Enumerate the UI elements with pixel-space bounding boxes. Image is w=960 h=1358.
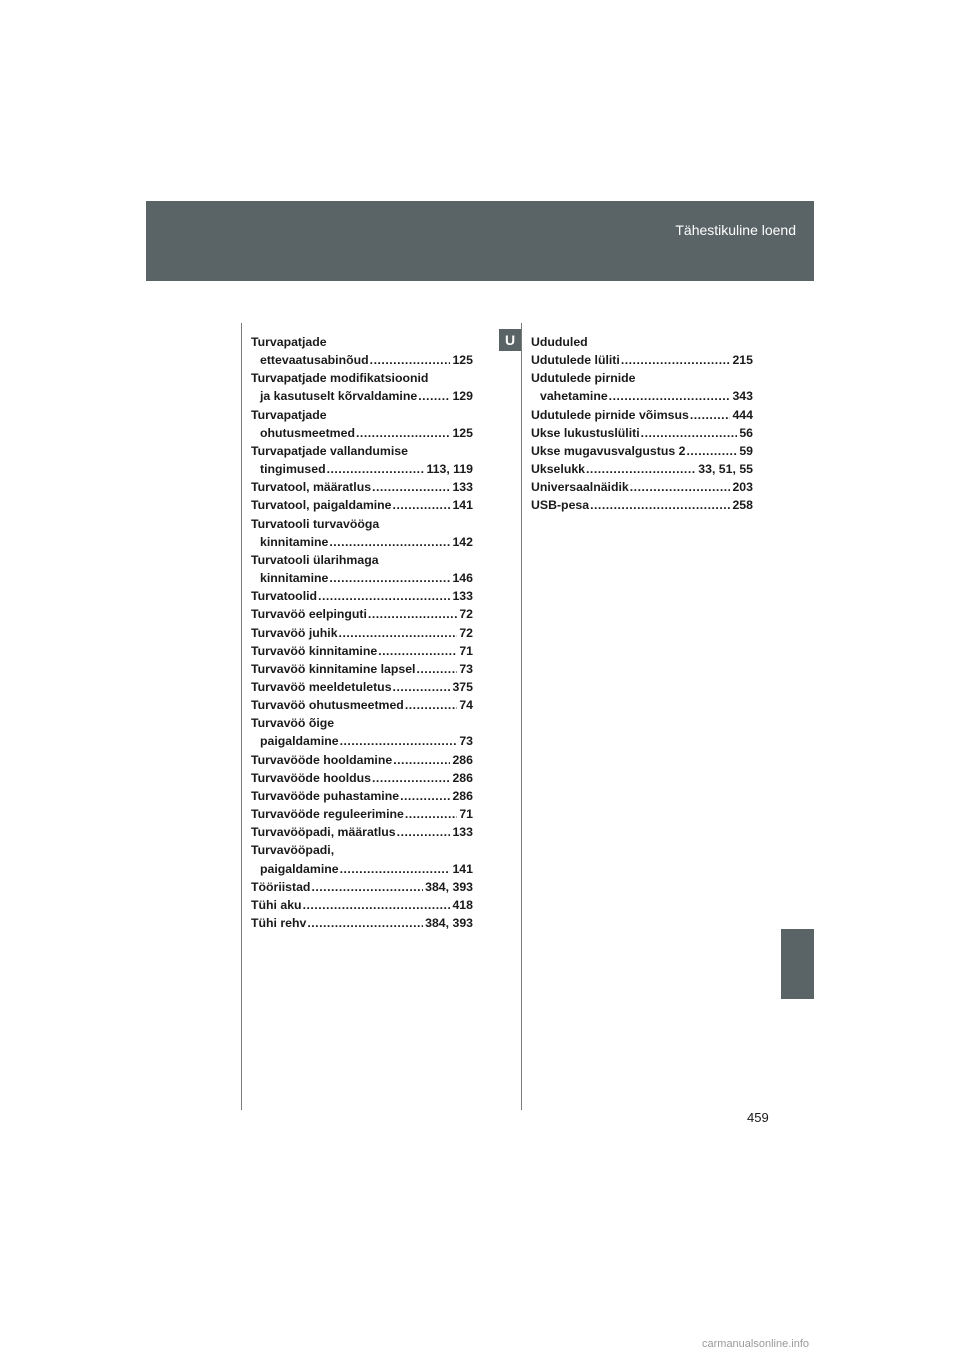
index-entry-text: Turvatoolid bbox=[251, 589, 318, 604]
index-entry-line bbox=[251, 569, 473, 587]
index-entry-page[interactable]: 418 bbox=[452, 897, 473, 912]
index-entry-line bbox=[531, 406, 753, 424]
index-entry bbox=[251, 515, 473, 551]
leader-dots bbox=[416, 660, 457, 678]
index-entry bbox=[251, 841, 473, 877]
leader-dots bbox=[630, 478, 731, 496]
index-entry-text: Turvavöö õige bbox=[251, 716, 335, 731]
index-entry-line bbox=[251, 515, 473, 533]
leader-dots bbox=[418, 387, 450, 405]
leader-dots bbox=[621, 351, 731, 369]
index-entry-page[interactable]: 73 bbox=[459, 734, 473, 749]
index-entry-page[interactable]: 146 bbox=[452, 571, 473, 586]
index-entry-text: Turvavööde puhastamine bbox=[251, 788, 400, 803]
index-entry-text: Turvavööpadi, määratlus bbox=[251, 825, 396, 840]
index-entry-text: Udutulede lüliti bbox=[531, 353, 620, 368]
index-entry-line bbox=[251, 732, 473, 750]
leader-dots bbox=[690, 406, 731, 424]
index-entry bbox=[251, 442, 473, 478]
index-entry-page[interactable]: 129 bbox=[452, 389, 473, 404]
index-entry-text: Turvavöö kinnitamine bbox=[251, 643, 378, 658]
index-entry bbox=[251, 751, 473, 769]
index-entry-text: Ududuled bbox=[531, 335, 588, 349]
index-entry-line bbox=[251, 587, 473, 605]
index-entry-page[interactable]: 286 bbox=[452, 752, 473, 767]
index-entry-line bbox=[531, 387, 753, 405]
index-entry-line bbox=[251, 642, 473, 660]
index-entry-page[interactable]: 141 bbox=[452, 498, 473, 513]
index-entry-text: Turvapatjade bbox=[251, 407, 327, 422]
index-entry-text: paigaldamine bbox=[260, 861, 339, 876]
index-entry-text: Udutulede pirnide võimsus bbox=[531, 407, 689, 422]
index-entry-text: Turvatooli ülarihmaga bbox=[251, 552, 379, 567]
index-entry-text: Tööriistad bbox=[251, 879, 311, 894]
index-entry-text: Ukselukk bbox=[531, 462, 586, 477]
index-entry bbox=[251, 642, 473, 660]
index-entry-line bbox=[251, 442, 473, 460]
index-entry-page[interactable]: 113, 119 bbox=[426, 462, 473, 477]
index-entry bbox=[251, 478, 473, 496]
index-entry-line bbox=[251, 605, 473, 623]
index-entry-text: USB-pesa bbox=[531, 498, 590, 513]
leader-dots bbox=[393, 751, 450, 769]
index-entry-line bbox=[531, 478, 753, 496]
index-entry-line bbox=[251, 624, 473, 642]
index-entry bbox=[251, 896, 473, 914]
index-entry-page[interactable]: 203 bbox=[732, 480, 753, 495]
index-entry-page[interactable]: 59 bbox=[739, 443, 753, 458]
leader-dots bbox=[340, 732, 458, 750]
leader-dots bbox=[368, 605, 457, 623]
index-entry-text: Turvavöö eelpinguti bbox=[251, 607, 367, 622]
leader-dots bbox=[586, 460, 696, 478]
index-entry bbox=[531, 496, 753, 514]
leader-dots bbox=[590, 496, 730, 514]
index-entry-text: Turvavööde hooldus bbox=[251, 770, 372, 785]
index-entry-line bbox=[251, 714, 473, 732]
index-entry-text: paigaldamine bbox=[260, 734, 339, 749]
leader-dots bbox=[311, 878, 423, 896]
index-entry-text: Turvapatjade modifikatsioonid bbox=[251, 371, 429, 386]
index-entry bbox=[251, 587, 473, 605]
index-entry-line bbox=[251, 496, 473, 514]
index-entry-text: Turvavööde hooldamine bbox=[251, 752, 393, 767]
leader-dots bbox=[405, 696, 457, 714]
index-entry-text: ohutusmeetmed bbox=[260, 425, 355, 440]
index-entry bbox=[251, 369, 473, 405]
index-entry-text: Turvatool, määratlus bbox=[251, 480, 372, 495]
index-entry-text: Ukse lukustuslüliti bbox=[531, 425, 640, 440]
index-entry-text: kinnitamine bbox=[260, 534, 329, 549]
index-entry-text: Turvavöö kinnitamine lapsel bbox=[251, 661, 416, 676]
index-entry-line bbox=[531, 351, 753, 369]
index-entry-text: Turvapatjade bbox=[251, 335, 327, 349]
index-entry-line bbox=[251, 551, 473, 569]
index-entry-line bbox=[251, 424, 473, 442]
index-entry-page[interactable]: 286 bbox=[452, 770, 473, 785]
index-entry bbox=[251, 406, 473, 442]
index-entry-page[interactable]: 133 bbox=[452, 589, 473, 604]
index-entry-page[interactable]: 73 bbox=[459, 661, 473, 676]
index-entry bbox=[531, 478, 753, 496]
leader-dots bbox=[307, 914, 423, 932]
index-entry-line bbox=[251, 533, 473, 551]
header-title: Tähestikuline loend bbox=[675, 222, 796, 238]
leader-dots bbox=[405, 805, 457, 823]
index-entry bbox=[531, 406, 753, 424]
leader-dots bbox=[327, 460, 425, 478]
index-entry-page[interactable]: 125 bbox=[452, 353, 473, 368]
index-entry bbox=[531, 424, 753, 442]
index-entry-line bbox=[251, 841, 473, 859]
leader-dots bbox=[686, 442, 737, 460]
index-entry-line bbox=[251, 696, 473, 714]
leader-dots bbox=[303, 896, 451, 914]
index-entry-page[interactable]: 215 bbox=[732, 353, 753, 368]
index-entry-line bbox=[531, 496, 753, 514]
index-column-right bbox=[531, 333, 753, 515]
index-entry-line bbox=[251, 678, 473, 696]
index-entry bbox=[251, 823, 473, 841]
section-letter-badge: U bbox=[499, 329, 521, 351]
index-entry-line bbox=[531, 333, 753, 351]
index-entry-page[interactable]: 71 bbox=[459, 643, 473, 658]
index-entry-line bbox=[251, 751, 473, 769]
index-entry-text: Turvatool, paigaldamine bbox=[251, 498, 392, 513]
index-entry bbox=[251, 551, 473, 587]
index-entry-line bbox=[531, 460, 753, 478]
index-entry-line bbox=[251, 406, 473, 424]
index-entry-line bbox=[251, 860, 473, 878]
index-entry-text: Universaalnäidik bbox=[531, 480, 629, 495]
index-entry-text: Turvatooli turvavööga bbox=[251, 516, 380, 531]
index-entry bbox=[531, 442, 753, 460]
index-entry bbox=[251, 496, 473, 514]
index-entry-text: Udutulede pirnide bbox=[531, 371, 636, 386]
index-entry-text: ja kasutuselt kõrvaldamine bbox=[260, 389, 418, 404]
index-entry-line bbox=[531, 424, 753, 442]
index-entry-line bbox=[251, 878, 473, 896]
leader-dots bbox=[329, 569, 450, 587]
left-column-rule bbox=[241, 323, 242, 1110]
index-entry-line bbox=[251, 478, 473, 496]
header-band bbox=[146, 201, 814, 281]
leader-dots bbox=[641, 424, 738, 442]
index-entry-text: Turvapatjade vallandumise bbox=[251, 443, 408, 458]
index-column-left bbox=[251, 333, 473, 932]
leader-dots bbox=[378, 642, 457, 660]
index-entry-page[interactable]: 133 bbox=[452, 825, 473, 840]
index-entry-line bbox=[251, 387, 473, 405]
index-entry-line bbox=[251, 333, 473, 351]
middle-column-rule bbox=[521, 323, 522, 1110]
index-entry-text: vahetamine bbox=[540, 389, 608, 404]
index-entry-line bbox=[531, 369, 753, 387]
index-entry bbox=[251, 805, 473, 823]
leader-dots bbox=[393, 496, 451, 514]
index-entry-page[interactable]: 74 bbox=[459, 698, 473, 713]
index-entry-page[interactable]: 384, 393 bbox=[425, 879, 473, 894]
index-entry-page[interactable]: 286 bbox=[452, 788, 473, 803]
index-entry bbox=[251, 696, 473, 714]
index-entry bbox=[531, 351, 753, 369]
watermark-text: carmanualsonline.info bbox=[702, 1338, 810, 1350]
index-entry bbox=[531, 369, 753, 405]
index-entry-line bbox=[251, 914, 473, 932]
index-entry-line bbox=[251, 369, 473, 387]
index-entry bbox=[251, 787, 473, 805]
index-entry bbox=[251, 605, 473, 623]
index-entry-page[interactable]: 375 bbox=[452, 679, 473, 694]
index-entry bbox=[531, 460, 753, 478]
index-entry bbox=[251, 878, 473, 896]
index-entry-text: Turvavöö ohutusmeetmed bbox=[251, 698, 404, 713]
page-number: 459 bbox=[747, 1110, 769, 1125]
index-entry-text: Turvavöö meeldetuletus bbox=[251, 679, 392, 694]
index-entry-line bbox=[251, 823, 473, 841]
index-entry bbox=[251, 769, 473, 787]
index-entry-text: Ukse mugavusvalgustus 2 bbox=[531, 443, 686, 458]
index-entry bbox=[251, 624, 473, 642]
index-entry-page[interactable]: 125 bbox=[452, 425, 473, 440]
index-entry bbox=[251, 714, 473, 750]
index-entry-page[interactable]: 72 bbox=[459, 607, 473, 622]
leader-dots bbox=[400, 787, 450, 805]
leader-dots bbox=[329, 533, 450, 551]
index-entry-page[interactable]: 133 bbox=[452, 480, 473, 495]
chapter-side-tab bbox=[781, 929, 814, 999]
index-entry-page[interactable]: 71 bbox=[459, 807, 473, 822]
index-entry-text: Tühi rehv bbox=[251, 916, 307, 930]
index-entry-line bbox=[251, 460, 473, 478]
index-entry-line bbox=[251, 896, 473, 914]
leader-dots bbox=[372, 478, 450, 496]
leader-dots bbox=[318, 587, 450, 605]
index-entry-page[interactable]: 72 bbox=[459, 625, 473, 640]
index-entry-text: Turvavööpadi, bbox=[251, 843, 335, 858]
index-entry-page[interactable]: 56 bbox=[739, 425, 753, 440]
leader-dots bbox=[356, 424, 450, 442]
index-entry-line bbox=[531, 442, 753, 460]
leader-dots bbox=[397, 823, 451, 841]
index-entry bbox=[531, 333, 753, 351]
index-entry-line bbox=[251, 351, 473, 369]
index-entry-text: Turvavööde reguleerimine bbox=[251, 807, 404, 822]
index-entry-text: Tühi aku bbox=[251, 897, 302, 912]
leader-dots bbox=[339, 624, 458, 642]
leader-dots bbox=[340, 860, 451, 878]
index-entry-line bbox=[251, 660, 473, 678]
index-entry-page[interactable]: 258 bbox=[732, 498, 753, 513]
index-entry-text: Turvavöö juhik bbox=[251, 625, 338, 640]
index-entry-text: kinnitamine bbox=[260, 571, 329, 586]
index-entry-page[interactable]: 141 bbox=[452, 861, 473, 876]
index-entry-line bbox=[251, 787, 473, 805]
leader-dots bbox=[609, 387, 731, 405]
index-entry bbox=[251, 914, 473, 932]
index-entry bbox=[251, 678, 473, 696]
leader-dots bbox=[370, 351, 451, 369]
index-entry-text: ettevaatusabinõud bbox=[260, 353, 369, 368]
index-entry-page[interactable]: 142 bbox=[452, 534, 473, 549]
index-entry bbox=[251, 660, 473, 678]
index-entry-line bbox=[251, 769, 473, 787]
index-entry-page[interactable]: 343 bbox=[732, 389, 753, 404]
leader-dots bbox=[372, 769, 450, 787]
index-entry-page[interactable]: 444 bbox=[732, 407, 753, 422]
index-entry bbox=[251, 333, 473, 369]
leader-dots bbox=[393, 678, 451, 696]
index-entry-text: tingimused bbox=[260, 462, 326, 477]
index-entry-page[interactable]: 384, 393 bbox=[425, 916, 473, 930]
index-entry-line bbox=[251, 805, 473, 823]
index-entry-page[interactable]: 33, 51, 55 bbox=[698, 462, 753, 477]
